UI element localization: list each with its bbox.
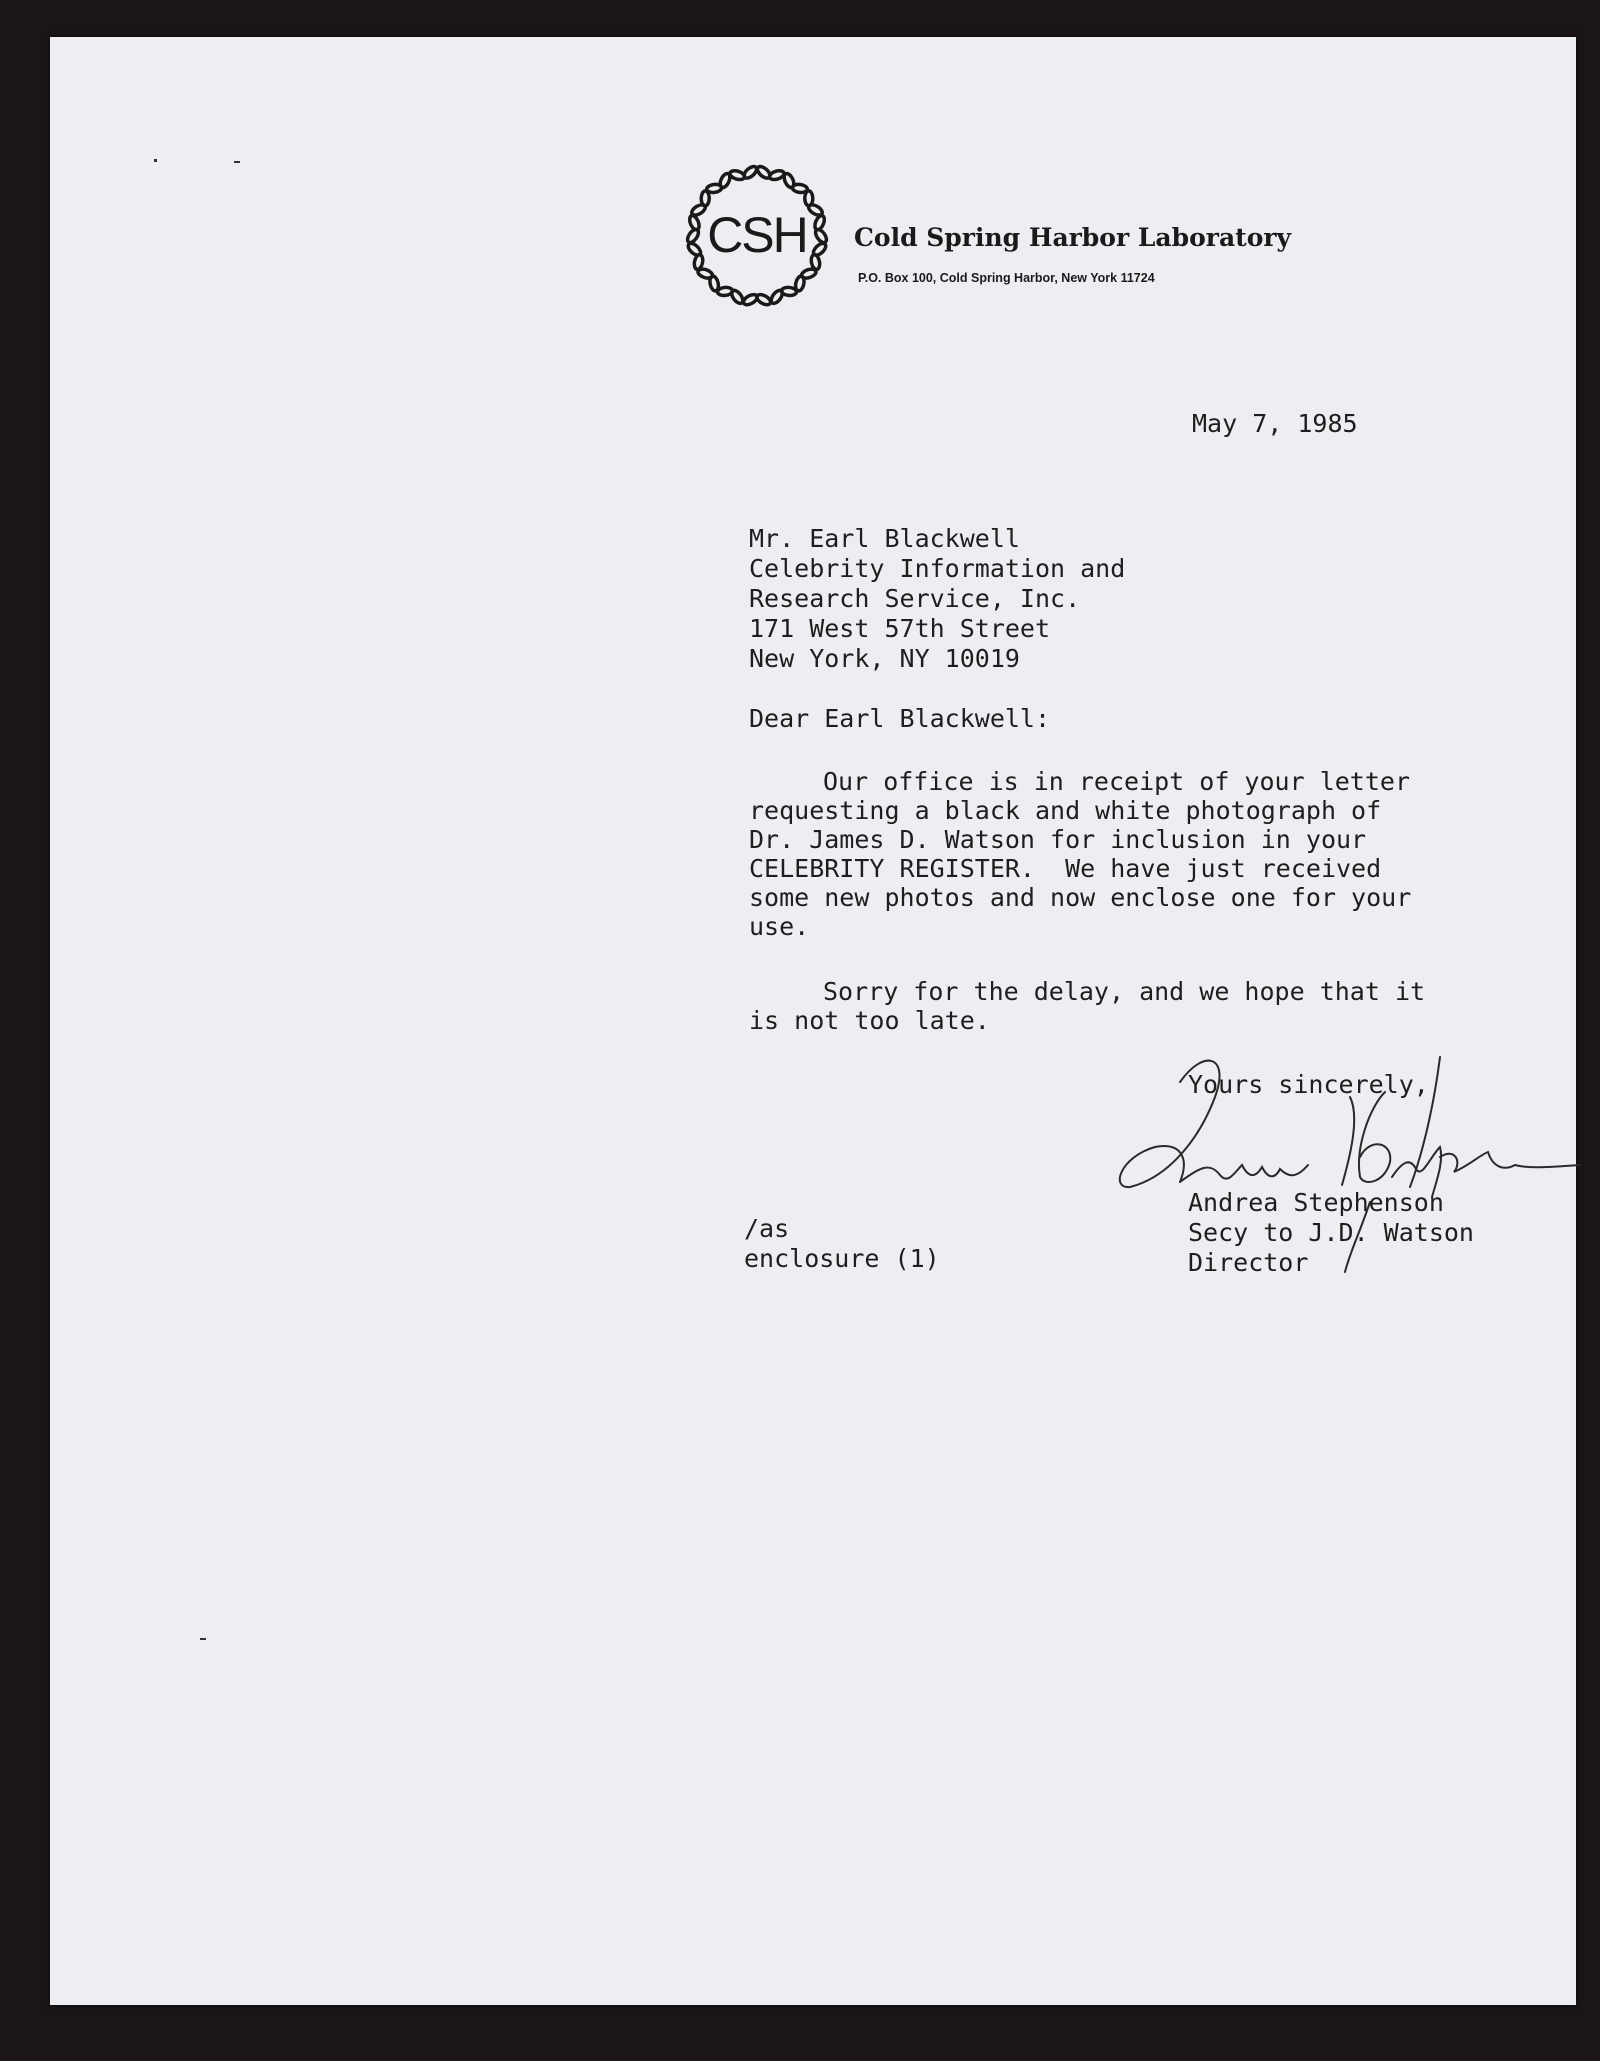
paper-mark: [200, 1638, 206, 1640]
signer-title: Secy to J.D. Watson: [1188, 1218, 1474, 1247]
letter-date: May 7, 1985: [1192, 409, 1358, 438]
enclosure-note: enclosure (1): [744, 1244, 940, 1273]
organization-name: Cold Spring Harbor Laboratory: [854, 223, 1292, 252]
recipient-line: New York, NY 10019: [749, 644, 1020, 673]
csh-logo: [682, 161, 832, 311]
body-paragraph-1: Our office is in receipt of your letter requesting a black and white photograph of Dr. James D. Watson for inclusion in your CELEBRITY REGISTER. We have just received some new photos and now enclose one for your use.: [749, 767, 1427, 941]
letter-page: [50, 37, 1576, 2005]
signer-name: Andrea Stephenson: [1188, 1188, 1444, 1217]
signature-block: [1188, 1188, 1474, 1278]
recipient-line: 171 West 57th Street: [749, 614, 1051, 643]
recipient-line: Celebrity Information and: [749, 554, 1126, 583]
salutation: Dear Earl Blackwell:: [749, 704, 1051, 733]
letter-notes: [744, 1214, 940, 1274]
body-paragraph-2: Sorry for the delay, and we hope that it is not too late.: [749, 977, 1441, 1035]
recipient-line: Research Service, Inc.: [749, 584, 1081, 613]
paper-mark: [154, 159, 157, 162]
recipient-address: [749, 524, 1125, 674]
logo-chain-link: [742, 164, 759, 180]
logo-chain-link: [813, 214, 826, 231]
signer-title: Director: [1188, 1248, 1309, 1277]
logo-text: CSH: [707, 207, 807, 263]
organization-address: P.O. Box 100, Cold Spring Harbor, New York 11724: [858, 271, 1155, 285]
paper-mark: [234, 161, 240, 163]
typist-initials: /as: [744, 1214, 790, 1243]
recipient-line: Mr. Earl Blackwell: [749, 524, 1020, 553]
closing: Yours sincerely,: [1188, 1070, 1429, 1099]
